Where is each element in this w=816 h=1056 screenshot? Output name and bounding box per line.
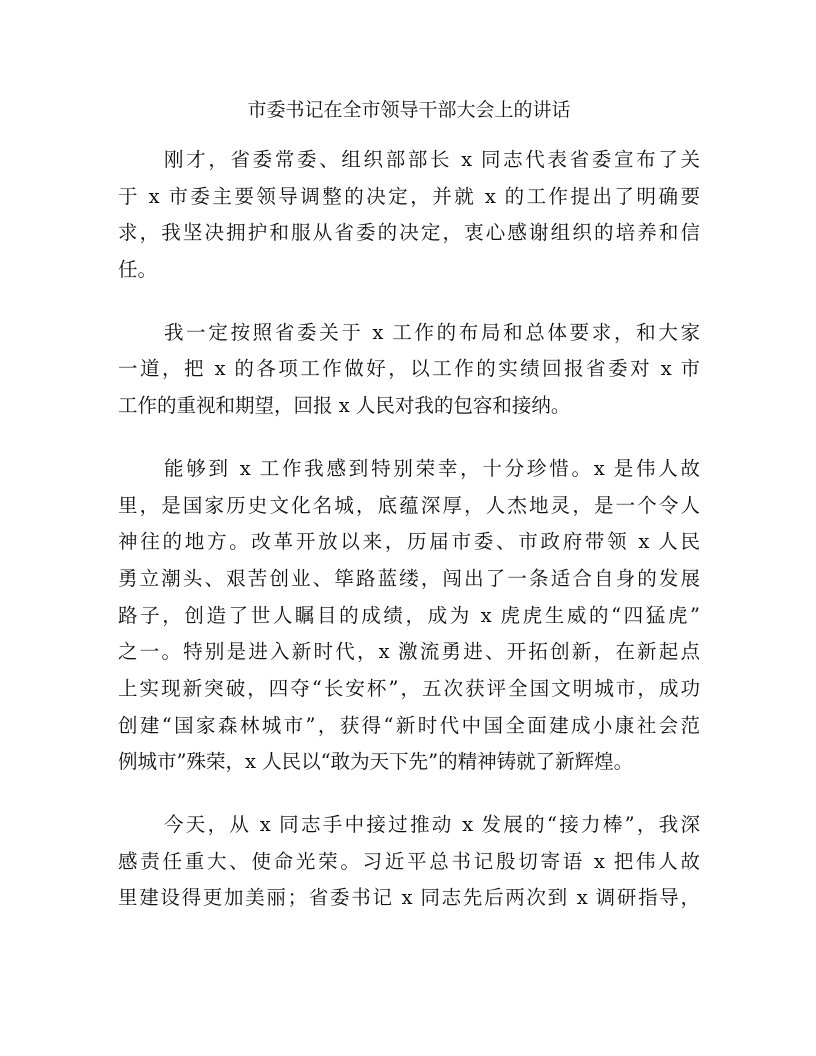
text-line: 求，我坚决拥护和服从省委的决定，衷心感谢组织的培养和信 [118,221,700,245]
text-line: 今天，从 x 同志手中接过推动 x 发展的“接力棒”，我深 [164,813,700,836]
text-line: 上实现新突破，四夺“长安杯”，五次获评全国文明城市，成功 [118,676,700,700]
text-line: 一道，把 x 的各项工作做好，以工作的实绩回报省委对 x 市 [118,357,700,381]
text-line: 例城市”殊荣，x 人民以“敢为天下先”的精神铸就了新辉煌。 [118,750,634,774]
text-line: 任。 [118,258,158,282]
paragraph-1 [118,142,700,289]
paragraph-4 [118,807,700,917]
text-line: 路子，创造了世人瞩目的成绩，成为 x 虎虎生威的“四猛虎” [118,603,700,627]
paragraph-2 [118,315,700,425]
paragraph-3 [118,451,700,781]
text-line: 神往的地方。改革开放以来，历届市委、市政府带领 x 人民 [118,530,700,554]
document-page [118,92,700,943]
text-line: 于 x 市委主要领导调整的决定，并就 x 的工作提出了明确要 [118,184,700,208]
text-line: 能够到 x 工作我感到特别荣幸，十分珍惜。x 是伟人故 [164,456,700,480]
document-title: 市委书记在全市领导干部大会上的讲话 [247,99,571,121]
text-line: 创建“国家森林城市”，获得“新时代中国全面建成小康社会范 [118,713,700,737]
text-line: 之一。特别是进入新时代，x 激流勇进、开拓创新，在新起点 [118,640,700,664]
text-line: 我一定按照省委关于 x 工作的布局和总体要求，和大家 [164,320,700,344]
text-line: 里建设得更加美丽；省委书记 x 同志先后两次到 x 调研指导， [118,886,700,910]
text-line: 里，是国家历史文化名城，底蕴深厚，人杰地灵，是一个令人 [118,493,700,517]
text-line: 工作的重视和期望，回报 x 人民对我的包容和接纳。 [118,394,571,418]
text-line: 勇立潮头、艰苦创业、筚路蓝缕，闯出了一条适合自身的发展 [118,566,700,590]
text-line: 刚才，省委常委、组织部部长 x 同志代表省委宣布了关 [164,148,700,171]
text-line: 感责任重大、使命光荣。习近平总书记殷切寄语 x 把伟人故 [118,849,700,873]
